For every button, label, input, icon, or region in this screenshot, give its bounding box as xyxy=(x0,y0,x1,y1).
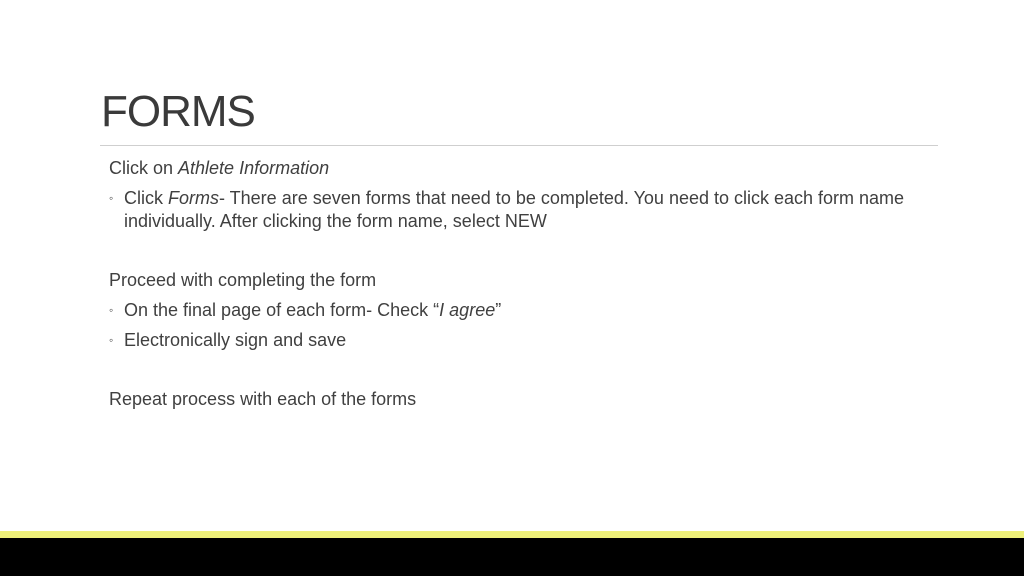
forms-bullet xyxy=(109,187,929,233)
accent-stripe xyxy=(0,531,1024,538)
slide-title: FORMS xyxy=(101,87,255,136)
slide-content xyxy=(109,157,929,411)
proceed-instruction: Proceed with completing the form xyxy=(109,270,377,290)
bullet-icon: ◦ xyxy=(109,303,114,317)
instruction-text: Click on xyxy=(109,158,179,178)
spacer xyxy=(109,352,929,388)
athlete-information-link-text: Athlete Information xyxy=(178,158,330,178)
i-agree-italic-text: I agree xyxy=(439,300,496,320)
agree-bullet xyxy=(109,299,929,322)
bullet-icon: ◦ xyxy=(109,191,114,205)
sign-bullet xyxy=(109,329,929,352)
bullet-text-suffix: ” xyxy=(495,300,502,320)
spacer xyxy=(109,233,929,269)
bullet-text: Electronically sign and save xyxy=(124,330,347,350)
bullet-icon: ◦ xyxy=(109,333,114,347)
repeat-instruction: Repeat process with each of the forms xyxy=(109,389,417,409)
footer-bar xyxy=(0,538,1024,576)
forms-italic-text: Forms xyxy=(168,188,219,208)
title-divider xyxy=(100,145,938,146)
bullet-text-prefix: On the final page of each form- Check “ xyxy=(124,300,440,320)
athlete-info-instruction xyxy=(109,157,929,180)
bullet-text-prefix: Click xyxy=(124,188,168,208)
bullet-text-rest: - There are seven forms that need to be completed. You need to click each form name individually. After clicking the form name, select NEW xyxy=(124,188,905,231)
